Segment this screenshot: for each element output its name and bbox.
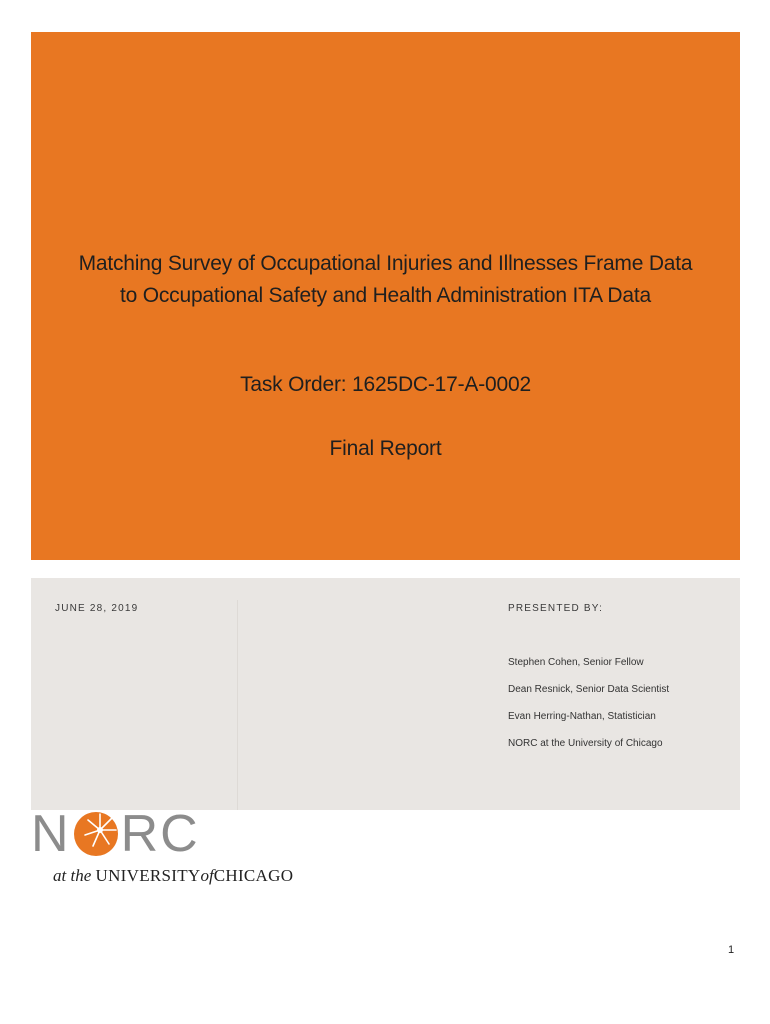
report-title-line-2: to Occupational Safety and Health Administration ITA Data: [119, 284, 651, 307]
report-date: JUNE 28, 2019: [55, 603, 139, 614]
norc-starburst-icon: [73, 811, 119, 857]
norc-letters-rc: RC: [120, 805, 200, 863]
author-item: NORC at the University of Chicago: [508, 738, 663, 749]
info-divider: [237, 600, 238, 810]
report-title: [31, 248, 740, 312]
presentation-info-block: [31, 578, 740, 810]
norc-tagline: [53, 866, 293, 886]
cover-title-block: [31, 32, 740, 560]
tagline-at-the: at the: [53, 866, 92, 885]
presented-by-label: PRESENTED BY:: [508, 603, 604, 614]
author-item: Dean Resnick, Senior Data Scientist: [508, 684, 670, 695]
author-list: [508, 656, 669, 764]
page-number: 1: [728, 944, 735, 956]
report-type: Final Report: [329, 437, 442, 460]
tagline-university: UNIVERSITY: [95, 866, 201, 885]
report-title-line-1: Matching Survey of Occupational Injuries and Illnesses Frame Data: [78, 252, 693, 275]
tagline-of: of: [200, 866, 214, 885]
norc-wordmark: [31, 805, 200, 863]
author-item: Evan Herring-Nathan, Statistician: [508, 711, 656, 722]
author-item: Stephen Cohen, Senior Fellow: [508, 657, 644, 668]
norc-letter-n: N: [31, 805, 71, 863]
norc-logo: [31, 805, 341, 888]
tagline-chicago: CHICAGO: [213, 866, 294, 885]
task-order: Task Order: 1625DC-17-A-0002: [240, 373, 531, 396]
